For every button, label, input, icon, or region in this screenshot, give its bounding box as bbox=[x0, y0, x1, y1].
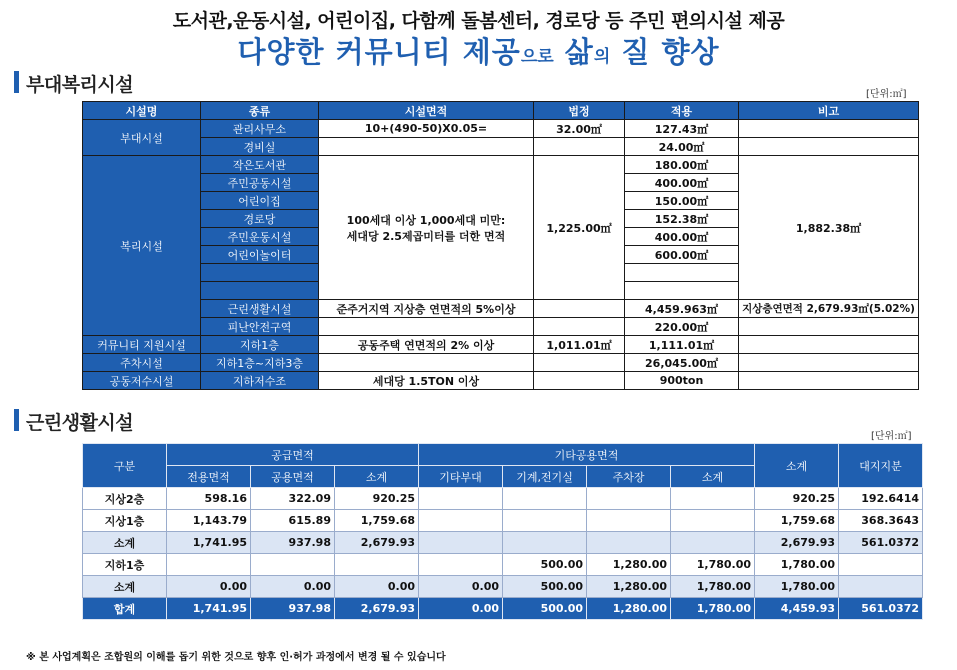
legal-cell bbox=[534, 318, 625, 336]
table-cell: 920.25 bbox=[335, 488, 419, 510]
area-cell bbox=[319, 318, 534, 336]
applied-area: 4,459.963㎡ bbox=[625, 300, 739, 318]
note-cell bbox=[739, 138, 919, 156]
table-row bbox=[83, 576, 923, 598]
table-cell: 1,780.00 bbox=[755, 554, 839, 576]
legal-cell bbox=[534, 372, 625, 390]
table-row bbox=[83, 598, 923, 620]
note-cell: 지상층연면적 2,679.93㎡(5.02%) bbox=[739, 300, 919, 318]
table-cell: 500.00 bbox=[503, 576, 587, 598]
row-label: 지상1층 bbox=[83, 510, 167, 532]
note-cell bbox=[739, 354, 919, 372]
applied-area bbox=[625, 282, 739, 300]
facility-type: 지하1층~지하3층 bbox=[201, 354, 319, 372]
table-cell: 598.16 bbox=[167, 488, 251, 510]
table-row bbox=[83, 300, 919, 318]
table-cell: 322.09 bbox=[251, 488, 335, 510]
section-title-retail: 근린생활시설 bbox=[14, 408, 133, 435]
table-cell bbox=[587, 488, 671, 510]
table-cell: 920.25 bbox=[755, 488, 839, 510]
column-header: 법정 bbox=[534, 102, 625, 120]
table-cell: 2,679.93 bbox=[755, 532, 839, 554]
column-header-land: 대지지분 bbox=[839, 444, 923, 488]
table-row bbox=[83, 120, 919, 138]
table-cell: 937.98 bbox=[251, 598, 335, 620]
area-rule bbox=[319, 156, 534, 300]
applied-area: 220.00㎡ bbox=[625, 318, 739, 336]
table-cell: 1,759.68 bbox=[335, 510, 419, 532]
table-cell: 2,679.93 bbox=[335, 598, 419, 620]
table-cell bbox=[251, 554, 335, 576]
retail-area-table bbox=[82, 443, 923, 620]
applied-area: 900ton bbox=[625, 372, 739, 390]
table-row bbox=[83, 554, 923, 576]
table-cell: 1,741.95 bbox=[167, 532, 251, 554]
table-row bbox=[83, 510, 923, 532]
table-row bbox=[83, 156, 919, 174]
table-cell: 1,780.00 bbox=[671, 554, 755, 576]
legal-cell bbox=[534, 354, 625, 372]
unit-label-1: [단위:㎡] bbox=[866, 89, 907, 100]
table-cell bbox=[335, 554, 419, 576]
table-cell: 1,741.95 bbox=[167, 598, 251, 620]
applied-area: 152.38㎡ bbox=[625, 210, 739, 228]
applied-area bbox=[625, 264, 739, 282]
table-row bbox=[83, 336, 919, 354]
column-subheader: 소계 bbox=[335, 466, 419, 488]
main-title-part1: 다양한 커뮤니티 제공 bbox=[237, 35, 521, 69]
column-header: 적용 bbox=[625, 102, 739, 120]
table-cell bbox=[587, 532, 671, 554]
table-cell: 0.00 bbox=[419, 598, 503, 620]
table-cell: 0.00 bbox=[419, 576, 503, 598]
table-cell: 615.89 bbox=[251, 510, 335, 532]
note-cell bbox=[739, 372, 919, 390]
column-subheader: 기타부대 bbox=[419, 466, 503, 488]
table-cell bbox=[503, 510, 587, 532]
table-cell bbox=[839, 576, 923, 598]
table-cell: 1,280.00 bbox=[587, 576, 671, 598]
applied-area: 26,045.00㎡ bbox=[625, 354, 739, 372]
table-cell: 1,280.00 bbox=[587, 554, 671, 576]
applied-area: 180.00㎡ bbox=[625, 156, 739, 174]
table-header-row bbox=[83, 102, 919, 120]
table-cell: 1,780.00 bbox=[755, 576, 839, 598]
table-row bbox=[83, 488, 923, 510]
facility-type: 관리사무소 bbox=[201, 120, 319, 138]
legal-area: 1,225.00㎡ bbox=[534, 156, 625, 300]
row-label: 합계 bbox=[83, 598, 167, 620]
table-cell: 4,459.93 bbox=[755, 598, 839, 620]
main-title-part3: 질 향상 bbox=[621, 35, 720, 69]
column-subheader: 전용면적 bbox=[167, 466, 251, 488]
facility-name: 주차시설 bbox=[83, 354, 201, 372]
table-row bbox=[83, 354, 919, 372]
table-cell: 937.98 bbox=[251, 532, 335, 554]
table-cell bbox=[419, 488, 503, 510]
area-rule: 세대당 1.5TON 이상 bbox=[319, 372, 534, 390]
column-header: 종류 bbox=[201, 102, 319, 120]
facility-name: 부대시설 bbox=[83, 120, 201, 156]
column-header-supply: 공급면적 bbox=[167, 444, 419, 466]
note-cell bbox=[739, 120, 919, 138]
main-title-particle2: 의 bbox=[593, 47, 611, 67]
table-cell: 500.00 bbox=[503, 598, 587, 620]
column-subheader: 주차장 bbox=[587, 466, 671, 488]
facility-type bbox=[201, 264, 319, 282]
table-cell bbox=[671, 510, 755, 532]
table-cell: 1,143.79 bbox=[167, 510, 251, 532]
legal-cell bbox=[534, 300, 625, 318]
facility-type bbox=[201, 282, 319, 300]
table-cell bbox=[419, 510, 503, 532]
column-subheader: 소계 bbox=[671, 466, 755, 488]
table-cell: 1,780.00 bbox=[671, 598, 755, 620]
column-subheader: 공용면적 bbox=[251, 466, 335, 488]
facility-type: 주민공동시설 bbox=[201, 174, 319, 192]
table-cell bbox=[419, 532, 503, 554]
note-cell bbox=[739, 336, 919, 354]
footnote: ※ 본 사업계획은 조합원의 이해를 돕기 위한 것으로 향후 인·허가 과정에서 변경 될 수 있습니다 bbox=[26, 652, 446, 663]
facility-type: 지하저수조 bbox=[201, 372, 319, 390]
headline: 도서관,운동시설, 어린이집, 다함께 돌봄센터, 경로당 등 주민 편의시설 제공 bbox=[172, 10, 785, 32]
area-rule-line2: 세대당 2.5제곱미터를 더한 면적 bbox=[346, 229, 506, 243]
table-cell: 561.0372 bbox=[839, 532, 923, 554]
facility-type: 지하1층 bbox=[201, 336, 319, 354]
column-subheader: 기계,전기실 bbox=[503, 466, 587, 488]
column-header: 시설면적 bbox=[319, 102, 534, 120]
facility-type: 작은도서관 bbox=[201, 156, 319, 174]
facility-type: 경로당 bbox=[201, 210, 319, 228]
table-row bbox=[83, 318, 919, 336]
table-cell bbox=[587, 510, 671, 532]
legal-area: 1,011.01㎡ bbox=[534, 336, 625, 354]
main-title-particle1: 으로 bbox=[520, 47, 554, 67]
facility-type: 피난안전구역 bbox=[201, 318, 319, 336]
table-cell: 561.0372 bbox=[839, 598, 923, 620]
applied-area: 600.00㎡ bbox=[625, 246, 739, 264]
section-title-welfare: 부대복리시설 bbox=[14, 70, 133, 97]
facility-type: 주민운동시설 bbox=[201, 228, 319, 246]
table-cell: 1,780.00 bbox=[671, 576, 755, 598]
table-cell: 1,759.68 bbox=[755, 510, 839, 532]
table-row bbox=[83, 138, 919, 156]
facility-name: 복리시설 bbox=[83, 156, 201, 336]
column-header-subtotal: 소계 bbox=[755, 444, 839, 488]
table-cell: 192.6414 bbox=[839, 488, 923, 510]
table-cell bbox=[503, 532, 587, 554]
main-title bbox=[0, 30, 957, 71]
table-cell bbox=[839, 554, 923, 576]
unit-label-2: [단위:㎡] bbox=[871, 431, 912, 442]
applied-area: 1,111.01㎡ bbox=[625, 336, 739, 354]
area-cell bbox=[319, 138, 534, 156]
table-row bbox=[83, 372, 919, 390]
table-cell bbox=[671, 488, 755, 510]
area-rule: 준주거지역 지상층 연면적의 5%이상 bbox=[319, 300, 534, 318]
table-cell: 0.00 bbox=[335, 576, 419, 598]
applied-area: 127.43㎡ bbox=[625, 120, 739, 138]
table-cell: 0.00 bbox=[251, 576, 335, 598]
table-cell bbox=[419, 554, 503, 576]
column-header: 시설명 bbox=[83, 102, 201, 120]
row-label: 지상2층 bbox=[83, 488, 167, 510]
table-cell bbox=[671, 532, 755, 554]
area-rule-line1: 100세대 이상 1,000세대 미만: bbox=[346, 213, 506, 227]
row-label: 소계 bbox=[83, 532, 167, 554]
facility-type: 근린생활시설 bbox=[201, 300, 319, 318]
applied-area: 24.00㎡ bbox=[625, 138, 739, 156]
column-header: 비고 bbox=[739, 102, 919, 120]
facility-type: 경비실 bbox=[201, 138, 319, 156]
main-title-part2: 삶 bbox=[564, 35, 594, 69]
area-rule: 공동주택 연면적의 2% 이상 bbox=[319, 336, 534, 354]
table-row bbox=[83, 532, 923, 554]
area-formula: 10+(490-50)X0.05= bbox=[319, 120, 534, 138]
welfare-facility-table bbox=[82, 101, 919, 390]
table-cell bbox=[167, 554, 251, 576]
table-cell: 368.3643 bbox=[839, 510, 923, 532]
column-header-gubun: 구분 bbox=[83, 444, 167, 488]
area-cell bbox=[319, 354, 534, 372]
facility-name: 커뮤니티 지원시설 bbox=[83, 336, 201, 354]
table-cell: 500.00 bbox=[503, 554, 587, 576]
legal-cell bbox=[534, 138, 625, 156]
facility-name: 공동저수시설 bbox=[83, 372, 201, 390]
facility-type: 어린이집 bbox=[201, 192, 319, 210]
table-header-row bbox=[83, 444, 923, 466]
table-cell: 2,679.93 bbox=[335, 532, 419, 554]
row-label: 지하1층 bbox=[83, 554, 167, 576]
applied-area: 400.00㎡ bbox=[625, 228, 739, 246]
applied-area: 400.00㎡ bbox=[625, 174, 739, 192]
facility-type: 어린이놀이터 bbox=[201, 246, 319, 264]
table-cell bbox=[503, 488, 587, 510]
column-header-other: 기타공용면적 bbox=[419, 444, 755, 466]
note-total: 1,882.38㎡ bbox=[739, 156, 919, 300]
table-cell: 0.00 bbox=[167, 576, 251, 598]
table-cell: 1,280.00 bbox=[587, 598, 671, 620]
row-label: 소계 bbox=[83, 576, 167, 598]
applied-area: 150.00㎡ bbox=[625, 192, 739, 210]
note-cell bbox=[739, 318, 919, 336]
legal-area: 32.00㎡ bbox=[534, 120, 625, 138]
